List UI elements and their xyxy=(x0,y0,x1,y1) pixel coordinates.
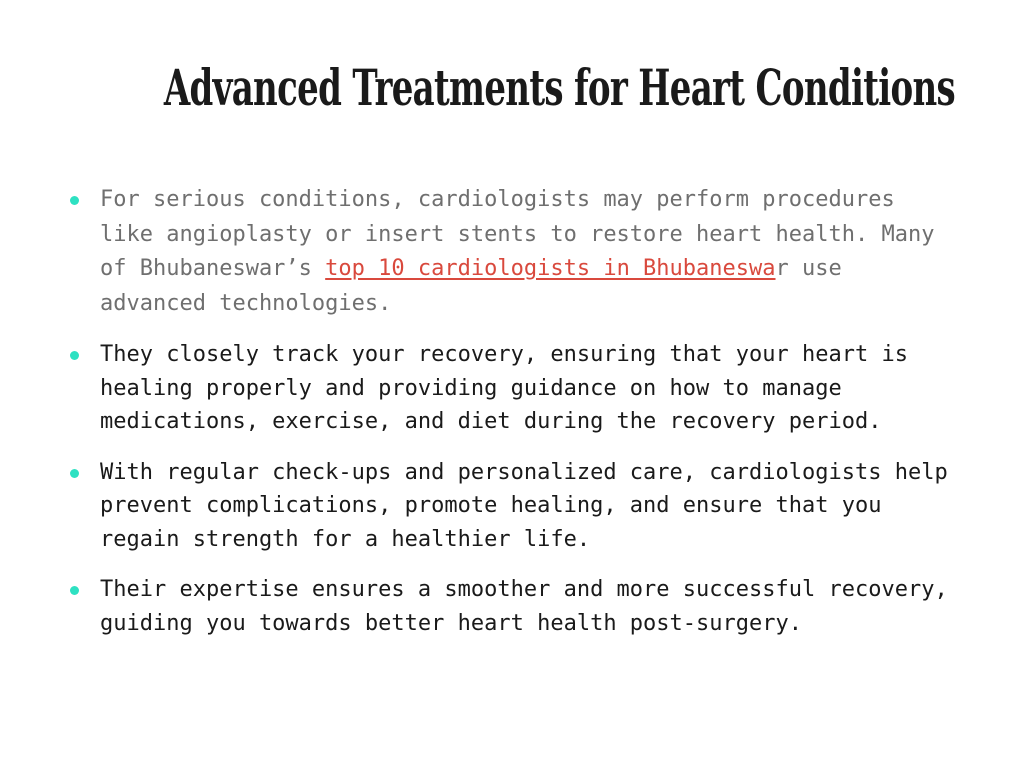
bullet-item-1 xyxy=(70,183,960,321)
bullet-item-2 xyxy=(70,338,960,439)
bullet-1-text-before: For serious conditions, cardiologists may perform procedures like angioplasty or insert stents to restore heart health. Many of Bhubaneswar’s xyxy=(100,187,935,281)
bullet-3-text: With regular check-ups and personalized care, cardiologists help prevent complications, promote healing, and ensure that you regain strength for a healthier life. xyxy=(100,459,948,552)
bullet-dot-icon xyxy=(70,469,79,478)
slide-title: Advanced Treatments for Heart Conditions xyxy=(163,58,955,117)
bullet-2-text: They closely track your recovery, ensuring that your heart is healing properly and providing guidance on how to manage medications, exercise, and diet during the recovery period. xyxy=(100,342,908,434)
bullet-1-text-after: r use advanced technologies. xyxy=(100,256,842,316)
cardiologists-link[interactable]: top 10 cardiologists in Bhubaneswa xyxy=(325,256,776,281)
bullet-dot-icon xyxy=(70,586,79,595)
bullet-item-3 xyxy=(70,456,960,557)
bullet-item-4 xyxy=(70,573,960,640)
bullet-dot-icon xyxy=(70,351,79,360)
bullet-4-text: Their expertise ensures a smoother and more successful recovery, guiding you towards better heart health post-surgery. xyxy=(100,577,948,636)
bullet-list xyxy=(70,183,960,657)
bullet-dot-icon xyxy=(70,196,79,205)
